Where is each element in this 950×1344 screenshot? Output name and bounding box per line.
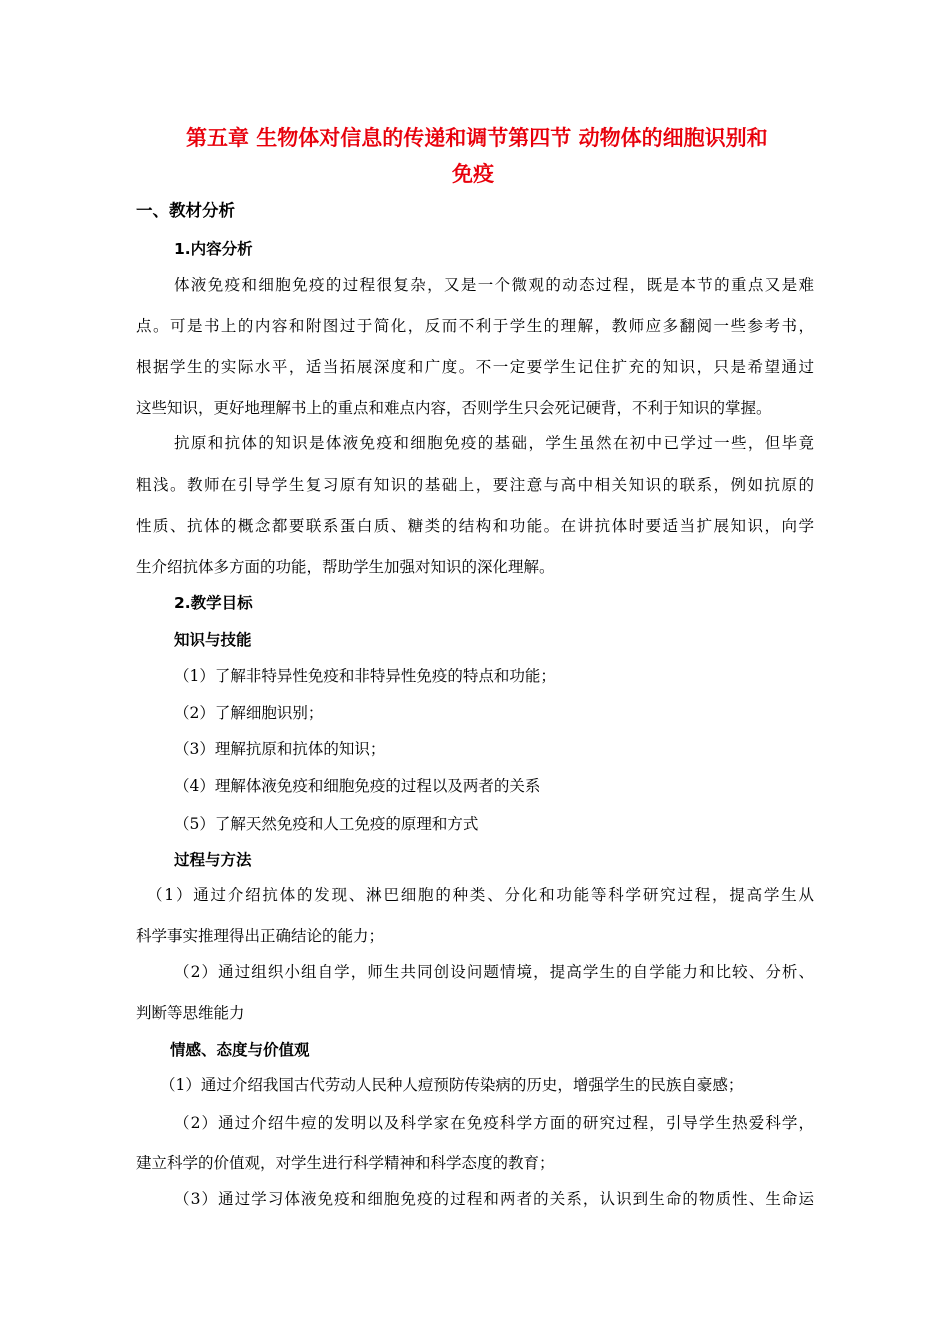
subsection-heading-teaching-goals: 2.教学目标 (174, 594, 253, 612)
subsection-heading-content-analysis: 1.内容分析 (174, 240, 253, 258)
section-heading-textbook-analysis: 一、教材分析 (136, 201, 235, 220)
paragraph-line: 点。可是书上的内容和附图过于简化，反而不利于学生的理解，教师应多翻阅一些参考书， (136, 317, 814, 335)
goal-item: （2）通过组织小组自学，师生共同创设问题情境，提高学生的自学能力和比较、分析、 (174, 963, 814, 981)
document-title-line1: 第五章 生物体对信息的传递和调节第四节 动物体的细胞识别和 (186, 126, 768, 150)
paragraph-line: 性质、抗体的概念都要联系蛋白质、糖类的结构和功能。在讲抗体时要适当扩展知识，向学 (136, 517, 814, 535)
goal-heading-process-methods: 过程与方法 (174, 851, 252, 869)
goal-item: （5）了解天然免疫和人工免疫的原理和方式 (174, 815, 479, 833)
paragraph-line: 生介绍抗体多方面的功能，帮助学生加强对知识的深化理解。 (136, 558, 555, 576)
goal-heading-emotion-values: 情感、态度与价值观 (170, 1041, 310, 1059)
goal-item: （1）通过介绍我国古代劳动人民种人痘预防传染病的历史，增强学生的民族自豪感； (160, 1076, 744, 1094)
paragraph-line: 粗浅。教师在引导学生复习原有知识的基础上，要注意与高中相关知识的联系，例如抗原的 (136, 476, 814, 494)
goal-item-continuation: 科学事实推理得出正确结论的能力； (136, 927, 385, 945)
goal-item-continuation: 判断等思维能力 (136, 1004, 245, 1022)
goal-item: （1）了解非特异性免疫和非特异性免疫的特点和功能； (174, 667, 556, 685)
paragraph-line: 这些知识，更好地理解书上的重点和难点内容，否则学生只会死记硬背，不利于知识的掌握。 (136, 399, 772, 417)
goal-item-continuation: 建立科学的价值观，对学生进行科学精神和科学态度的教育； (136, 1154, 555, 1172)
document-title-line2: 免疫 (452, 162, 494, 186)
goal-item: （3）通过学习体液免疫和细胞免疫的过程和两者的关系，认识到生命的物质性、生命运 (174, 1190, 814, 1208)
goal-item: （4）理解体液免疫和细胞免疫的过程以及两者的关系 (174, 777, 541, 795)
paragraph-line: 体液免疫和细胞免疫的过程很复杂，又是一个微观的动态过程，既是本节的重点又是难 (174, 276, 814, 294)
goal-item: （2）了解细胞识别； (174, 704, 324, 722)
goal-heading-knowledge-skills: 知识与技能 (174, 631, 252, 649)
goal-item: （2）通过介绍牛痘的发明以及科学家在免疫科学方面的研究过程，引导学生热爱科学， (174, 1114, 814, 1132)
goal-item: （3）理解抗原和抗体的知识； (174, 740, 386, 758)
paragraph-line: 根据学生的实际水平，适当拓展深度和广度。不一定要学生记住扩充的知识，只是希望通过 (136, 358, 814, 376)
paragraph-line: 抗原和抗体的知识是体液免疫和细胞免疫的基础，学生虽然在初中已学过一些，但毕竟 (174, 434, 814, 452)
goal-item: （1）通过介绍抗体的发现、淋巴细胞的种类、分化和功能等科学研究过程，提高学生从 (147, 886, 814, 904)
